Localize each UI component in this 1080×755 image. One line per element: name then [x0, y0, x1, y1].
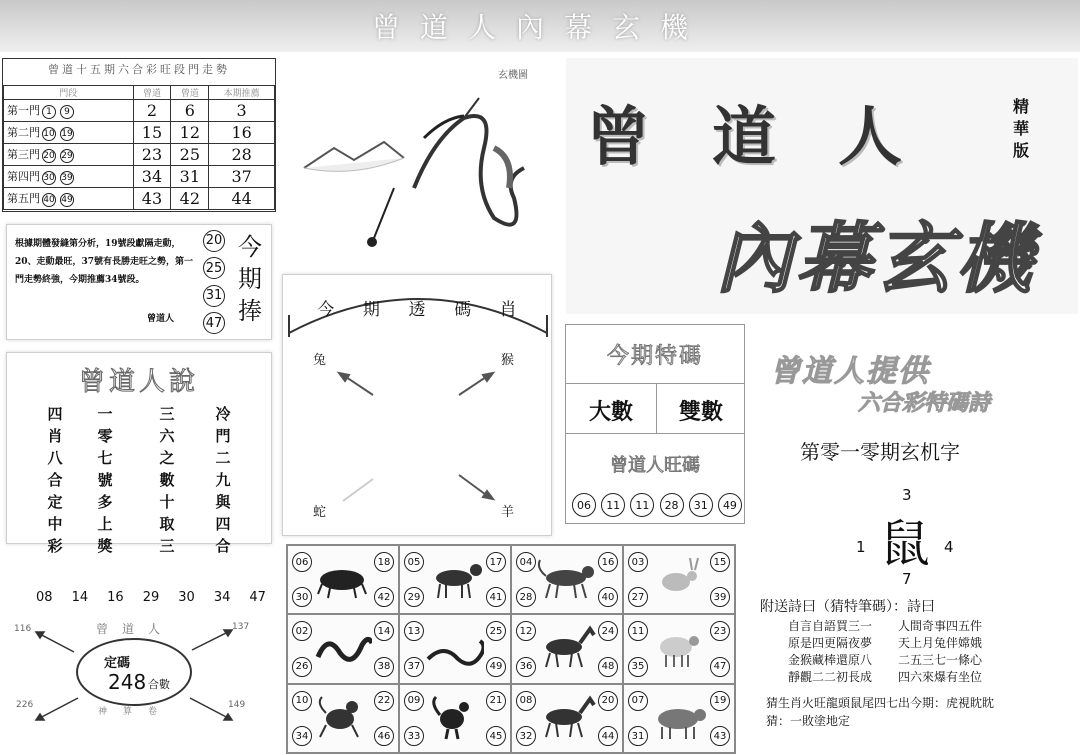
zodiac-number-right: 4	[944, 538, 954, 556]
zodiac-br: 羊	[501, 505, 515, 520]
animal-number: 07	[628, 691, 648, 711]
poem-line	[788, 652, 982, 669]
period-heading: 第零一零期玄机字	[800, 440, 960, 464]
rabbit-icon	[648, 554, 708, 604]
range-start: 1	[42, 105, 56, 119]
row-range	[4, 188, 134, 210]
saying-column: 三六之數十取三	[159, 405, 175, 555]
table-cell: 23	[133, 144, 171, 166]
table-cell: 44	[209, 188, 275, 210]
animal-number: 22	[374, 691, 394, 711]
horse-icon	[536, 623, 596, 673]
boar-icon	[312, 554, 372, 604]
animal-number: 19	[710, 691, 730, 711]
zodiac-tr: 猴	[501, 353, 515, 368]
table-row	[4, 100, 275, 122]
saying-column: 四肖八合定中彩	[47, 405, 63, 555]
animal-number: 11	[628, 621, 648, 641]
animal-number: 42	[374, 587, 394, 607]
animal-cell	[399, 684, 511, 753]
table-cell: 42	[171, 188, 209, 210]
animal-number: 04	[516, 552, 536, 572]
special-big-label: 大數	[588, 399, 633, 425]
number-badge: 20	[203, 230, 225, 252]
animal-number: 21	[486, 691, 506, 711]
table-cell: 37	[209, 166, 275, 188]
banner-title: 曾道人內幕玄機	[371, 11, 708, 44]
analysis-signature: 曾道人	[147, 314, 175, 324]
main-title-line1: 曾道人	[586, 100, 964, 175]
table-cell: 25	[171, 144, 209, 166]
zodiac-number-top: 3	[902, 486, 912, 504]
row-range	[4, 144, 134, 166]
animal-number: 31	[628, 726, 648, 746]
animal-cell	[623, 545, 735, 614]
animal-number: 13	[404, 621, 424, 641]
number-badge: 49	[718, 493, 742, 517]
animal-cell	[511, 545, 623, 614]
animal-number: 29	[404, 587, 424, 607]
table-header: 曾道	[171, 86, 209, 100]
analysis-label: 今期捧	[238, 233, 262, 325]
picture-caption: 玄機圖	[498, 70, 528, 81]
animal-number: 09	[404, 691, 424, 711]
row-range	[4, 166, 134, 188]
animal-number: 14	[374, 621, 394, 641]
trend-table	[3, 85, 275, 210]
range-start: 30	[43, 173, 55, 183]
poem-verse: 四六來爆有坐位	[898, 670, 983, 684]
mystery-picture-panel	[284, 58, 560, 266]
saying-panel	[6, 352, 272, 555]
zodiac-tl: 兔	[313, 353, 327, 368]
animal-number: 36	[516, 657, 536, 677]
animal-cell	[287, 614, 399, 683]
animal-number: 12	[516, 621, 536, 641]
oval-top-label: 曾道人	[96, 622, 175, 636]
animal-cell	[287, 684, 399, 753]
header-banner	[0, 0, 1080, 52]
poem-verse: 金猴藏棒還原八	[788, 653, 873, 667]
trend-table-caption: 曾道十五期六合彩旺段門走勢	[48, 63, 230, 76]
animal-number: 37	[404, 657, 424, 677]
table-cell: 3	[209, 100, 275, 122]
table-cell: 31	[171, 166, 209, 188]
animal-cell	[623, 684, 735, 753]
range-end: 19	[61, 129, 73, 139]
poem-verse: 自言自語買三一	[788, 619, 873, 633]
number-badge: 31	[203, 285, 225, 307]
table-cell: 34	[133, 166, 171, 188]
animal-number: 34	[292, 726, 312, 746]
table-cell: 43	[133, 188, 171, 210]
saying-title: 曾道人說	[78, 367, 199, 397]
animal-number: 10	[292, 691, 312, 711]
fixed-number: 47	[249, 590, 266, 605]
fixed-number: 29	[142, 590, 160, 605]
riddle-line: 猜：一敗塗地定	[766, 714, 851, 728]
poem-heading: 附送詩曰（猜特筆碼）：詩曰	[760, 599, 935, 615]
row-label: 第四門	[7, 170, 40, 183]
poem-verse: 天上月兔伴嫦娥	[898, 636, 983, 650]
animal-number: 06	[292, 552, 312, 572]
fixed-code-panel	[6, 568, 272, 748]
animal-number: 44	[598, 726, 618, 746]
row-range	[4, 100, 134, 122]
fixed-number: 16	[107, 590, 124, 605]
number-badge: 25	[203, 257, 225, 279]
analysis-text: 根據期體發縫第分析，19號段獻隔走動，20、走動最旺，37號有長勝走旺之勢，第一門走勢終強，今期推薦34號段。	[15, 239, 194, 285]
animal-number: 26	[292, 657, 312, 677]
zodiac-number-left: 1	[856, 538, 866, 556]
range-end: 29	[61, 151, 73, 161]
fixed-number: 08	[36, 590, 53, 605]
poem-verse: 原是四更隔夜夢	[788, 636, 873, 650]
animal-number: 23	[710, 621, 730, 641]
animal-number: 41	[486, 587, 506, 607]
fixed-code-value: 248	[108, 670, 147, 694]
zodiac-number-bottom: 7	[902, 570, 912, 588]
range-end: 49	[61, 195, 73, 205]
saying-column: 冷門二九與四合	[215, 405, 231, 555]
table-cell: 16	[209, 122, 275, 144]
horse-icon	[536, 693, 596, 743]
table-row	[4, 188, 275, 210]
number-badge: 06	[572, 493, 596, 517]
riddle-line: 猜生肖火旺龍頭鼠尾四七出今期：虎視眈眈	[766, 696, 995, 710]
tiger-icon	[536, 554, 596, 604]
poem-body	[788, 618, 982, 686]
fixed-code-suffix: 合數	[148, 678, 170, 691]
trend-table-panel	[2, 58, 276, 212]
fixed-code-label: 定碼	[104, 656, 131, 671]
table-cell: 12	[171, 122, 209, 144]
range-start: 20	[43, 151, 55, 161]
title-char: 透	[408, 300, 426, 320]
table-header: 曾道	[133, 86, 171, 100]
animal-number: 28	[516, 587, 536, 607]
table-cell: 28	[209, 144, 275, 166]
main-title-line2: 內幕玄機	[716, 214, 1036, 303]
special-code-subtitle: 曾道人旺碼	[610, 455, 700, 476]
corner-number: 116	[14, 624, 32, 634]
animal-number: 45	[486, 726, 506, 746]
main-title-area	[566, 58, 1078, 314]
animal-cell	[287, 545, 399, 614]
animal-number: 46	[374, 726, 394, 746]
animal-number: 20	[598, 691, 618, 711]
snake-icon	[424, 623, 484, 673]
corner-number: 137	[232, 622, 250, 632]
number-badge: 11	[630, 493, 654, 517]
animal-number: 02	[292, 621, 312, 641]
animal-number: 49	[486, 657, 506, 677]
title-char: 碼	[454, 300, 472, 320]
sheep-icon	[648, 623, 708, 673]
animal-number: 32	[516, 726, 536, 746]
fixed-number: 14	[71, 590, 89, 605]
rooster-icon	[424, 693, 484, 743]
range-start: 40	[43, 195, 55, 205]
number-badge: 31	[689, 493, 713, 517]
title-char: 今	[317, 300, 335, 320]
zodiac-pick-panel	[282, 274, 552, 536]
provider-subtitle: 六合彩特碼詩	[858, 390, 991, 416]
range-end: 39	[61, 173, 73, 183]
poem-verse: 二五三七一條心	[898, 653, 983, 667]
animal-number: 18	[374, 552, 394, 572]
poem-line	[788, 618, 982, 635]
animal-number: 48	[598, 657, 618, 677]
animal-number: 17	[486, 552, 506, 572]
table-cell: 15	[133, 122, 171, 144]
poem-verse: 靜觀二二初長成	[788, 670, 873, 684]
corner-number: 149	[228, 700, 246, 710]
table-row	[4, 166, 275, 188]
fixed-number-list	[36, 590, 266, 605]
divider	[566, 383, 744, 384]
table-cell: 6	[171, 100, 209, 122]
monkey-icon	[312, 693, 372, 743]
animal-cell	[511, 614, 623, 683]
provider-title: 曾道人提供	[770, 354, 930, 389]
range-end: 9	[60, 105, 74, 119]
table-header-row	[4, 86, 275, 100]
animal-cell	[623, 614, 735, 683]
analysis-panel	[6, 224, 272, 340]
animal-number: 15	[710, 552, 730, 572]
animal-cell	[511, 684, 623, 753]
table-cell: 2	[133, 100, 171, 122]
special-even-label: 雙數	[678, 399, 723, 425]
provider-block	[766, 346, 1078, 416]
saying-column: 一零七號多上獎	[97, 405, 113, 555]
number-badge: 11	[601, 493, 625, 517]
range-start: 10	[43, 129, 55, 139]
animal-cell	[399, 614, 511, 683]
oval-bottom-label: 神算卷	[98, 707, 174, 717]
dragon-icon	[312, 623, 372, 673]
zodiac-animal-grid	[286, 544, 736, 754]
animal-number: 35	[628, 657, 648, 677]
ox-icon	[648, 693, 708, 743]
title-char: 肖	[499, 300, 517, 320]
animal-cell	[399, 545, 511, 614]
animal-number: 16	[598, 552, 618, 572]
special-code-title: 今期特碼	[606, 344, 703, 369]
animal-number: 47	[710, 657, 730, 677]
special-number-list	[572, 493, 742, 517]
analysis-numbers	[203, 229, 227, 339]
row-range	[4, 122, 134, 144]
table-header: 門段	[4, 86, 134, 100]
animal-number: 05	[404, 552, 424, 572]
fixed-number: 30	[178, 590, 195, 605]
animal-number: 08	[516, 691, 536, 711]
dog-icon	[424, 554, 484, 604]
row-label: 第三門	[7, 148, 40, 161]
table-row	[4, 122, 275, 144]
zodiac-arrows	[283, 275, 553, 537]
row-label: 第一門	[7, 104, 40, 117]
animal-number: 27	[628, 587, 648, 607]
animal-number: 40	[598, 587, 618, 607]
animal-number: 24	[598, 621, 618, 641]
corner-number: 226	[16, 700, 34, 710]
special-code-panel	[565, 324, 745, 524]
animal-number: 03	[628, 552, 648, 572]
animal-number: 38	[374, 657, 394, 677]
table-header: 本期推薦	[209, 86, 275, 100]
poem-verse: 人間奇事四五件	[898, 619, 983, 633]
animal-number: 39	[710, 587, 730, 607]
fixed-code-oval	[76, 638, 192, 706]
table-row	[4, 144, 275, 166]
number-badge: 47	[203, 312, 225, 334]
title-char: 期	[362, 300, 380, 320]
number-badge: 28	[660, 493, 684, 517]
ink-painting-image	[294, 78, 550, 258]
animal-number: 33	[404, 726, 424, 746]
row-label: 第五門	[7, 192, 40, 205]
animal-number: 30	[292, 587, 312, 607]
animal-number: 43	[710, 726, 730, 746]
fixed-number: 34	[213, 590, 231, 605]
poem-line	[788, 635, 982, 652]
row-label: 第二門	[7, 126, 40, 139]
edition-label: 精華版	[1012, 97, 1029, 160]
divider	[566, 433, 744, 434]
animal-number: 25	[486, 621, 506, 641]
zodiac-character: 鼠	[880, 515, 930, 573]
poem-line	[788, 669, 982, 686]
zodiac-bl: 蛇	[313, 505, 327, 520]
